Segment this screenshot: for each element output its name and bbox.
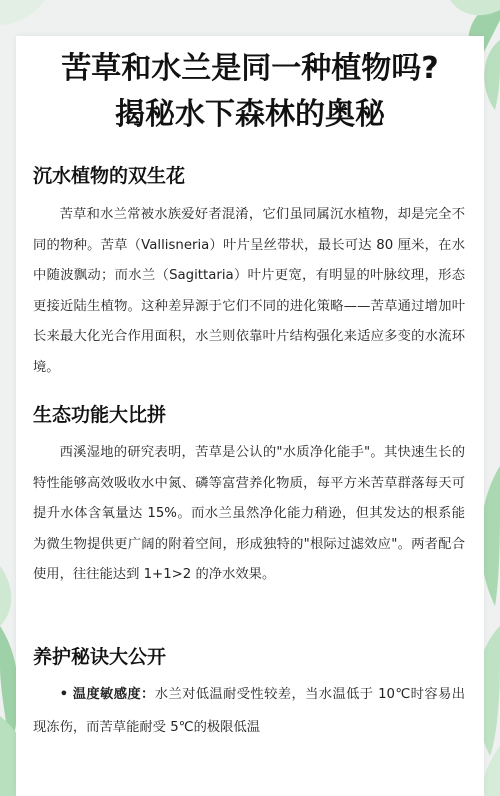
bullet-term: 温度敏感度： — [72, 687, 155, 702]
section-heading-care-tips: 养护秘诀大公开 — [33, 646, 167, 668]
list-item — [33, 678, 465, 744]
article-card — [16, 36, 484, 796]
page-title-line-1: 苦草和水兰是同一种植物吗? — [61, 51, 439, 86]
bullet-icon: • — [59, 687, 69, 702]
section-heading-dual-flower: 沉水植物的双生花 — [33, 165, 186, 187]
section-body-ecology: 西溪湿地的研究表明，苦草是公认的"水质净化能手"。其快速生长的特性能够高效吸收水中氮、磷等富营养化物质，每平方米苦草群落每天可提升水体含氧量达 15%。而水兰虽然净化能力稍逊，但其发达的根系能为微生物提供更广阔的附着空间，形成独特的"根际过滤效应"。两者配合使用，往往能达到 1+1>2 的净水效果。 — [33, 445, 465, 582]
section-body-dual-flower: 苦草和水兰常被水族爱好者混淆，它们虽同属沉水植物，却是完全不同的物种。苦草（Vallisneria）叶片呈丝带状，最长可达 80 厘米，在水中随波飘动；而水兰（Sagittaria）叶片更宽，有明显的叶脉纹理，形态更接近陆生植物。这种差异源于它们不同的进化策略——苦草通过增加叶长来最大化光合作用面积，水兰则依靠叶片结构强化来适应多变的水流环境。 — [33, 207, 465, 375]
section-heading-ecology: 生态功能大比拼 — [33, 404, 167, 426]
bullet-text: 水兰对低温耐受性较差，当水温低于 10℃时容易出现冻伤，而苦草能耐受 5℃的极限低温 — [33, 687, 465, 735]
page-title — [16, 46, 484, 138]
page-title-line-2: 揭秘水下森林的奥秘 — [115, 97, 385, 132]
